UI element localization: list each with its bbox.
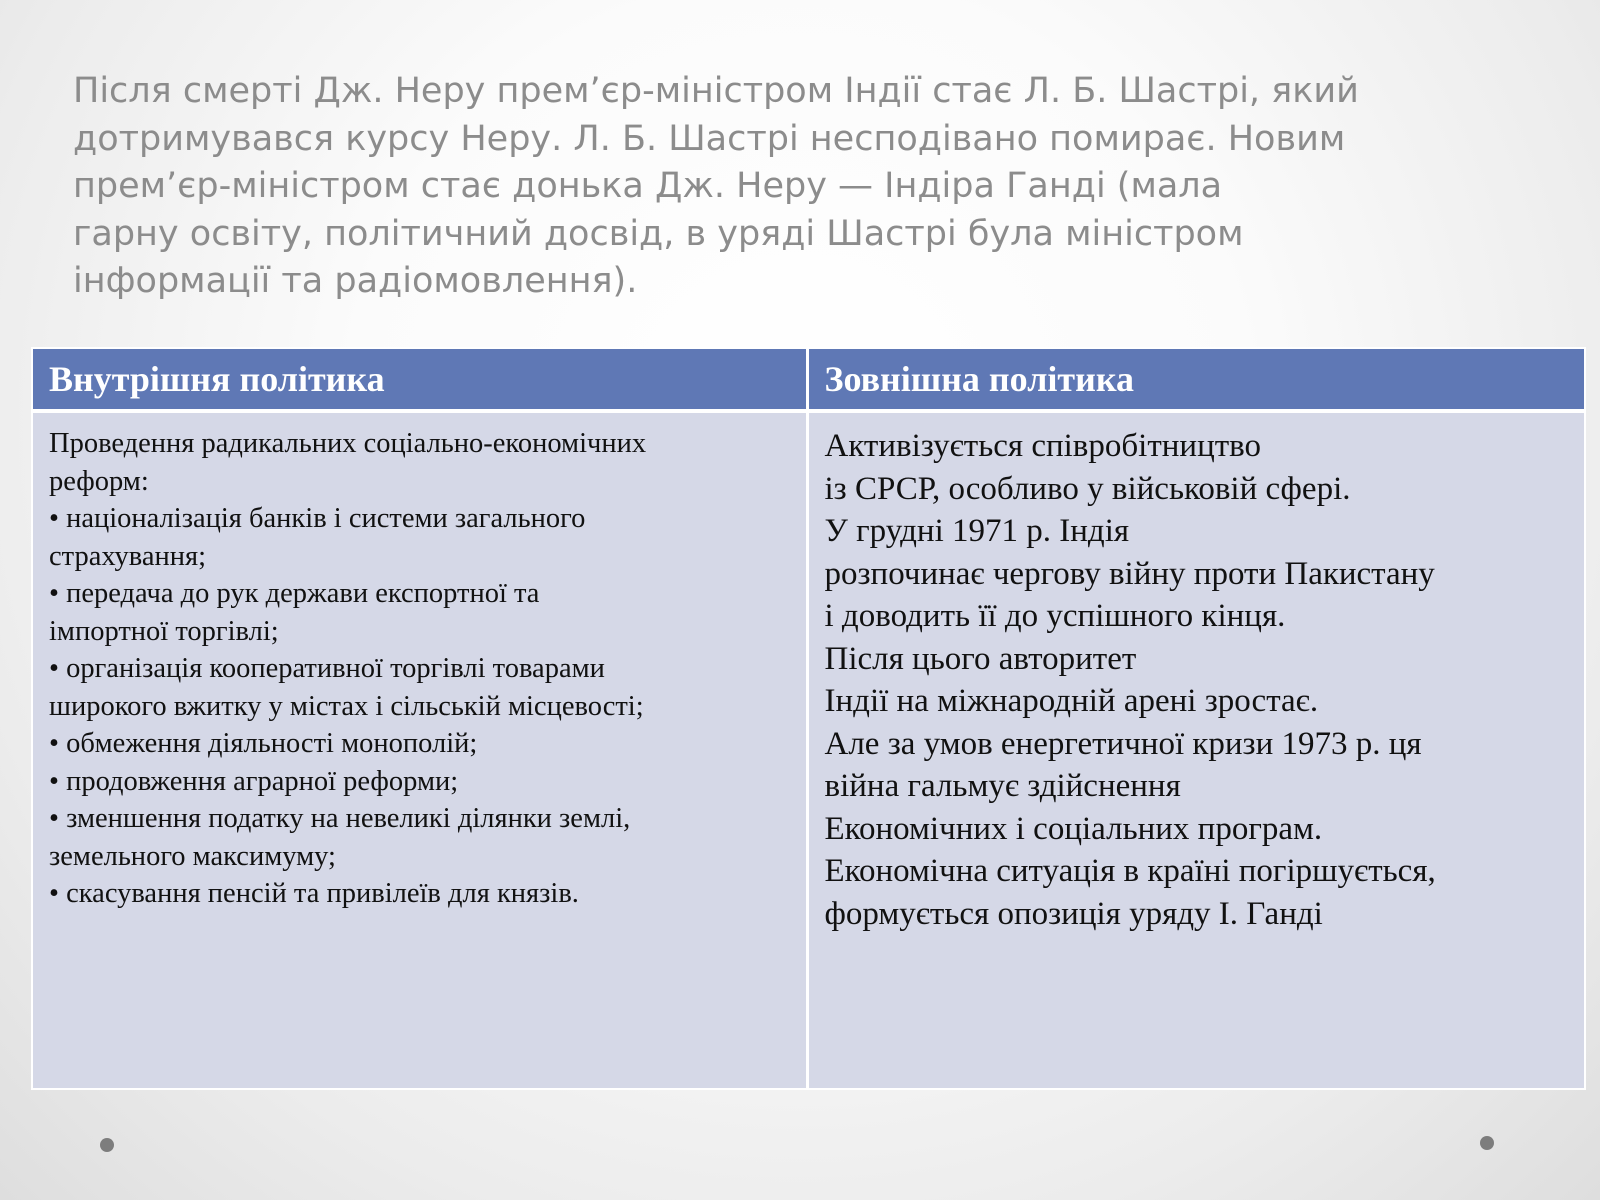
external-line: Економічних і соціальних програм. [824, 810, 1323, 847]
header-external-policy: Зовнішна політика [807, 348, 1585, 411]
table-row [32, 411, 1585, 1089]
internal-line: широкого вжитку у містах і сільській місцевості; [49, 690, 644, 722]
internal-line: • передача до рук держави експортної та [49, 578, 540, 609]
internal-line: • зменшення податку на невеликі ділянки землі, [49, 803, 631, 834]
external-line: Індії на міжнародній арені зростає. [824, 683, 1319, 719]
internal-line: • обмеження діяльності монополій; [49, 728, 478, 759]
intro-paragraph [73, 68, 1493, 306]
internal-line: Проведення радикальних соціально-економічних [49, 428, 647, 459]
intro-line: прем’єр-міністром стає донька Дж. Неру — Індіра Ганді (мала [73, 166, 1223, 206]
table-header-row [32, 348, 1585, 411]
decorative-dot-right [1480, 1136, 1494, 1150]
external-line: Але за умов енергетичної кризи 1973 р. ця [824, 725, 1422, 762]
internal-line: • організація кооперативної торгівлі товарами [49, 653, 605, 684]
external-line: і доводить її до успішного кінця. [824, 598, 1286, 634]
external-line: Після цього авторитет [824, 640, 1137, 677]
external-line: У грудні 1971 р. Індія [824, 513, 1130, 549]
internal-policy-cell [32, 411, 807, 1089]
internal-line: земельного максимуму; [49, 840, 336, 872]
external-line: війна гальмує здійснення [824, 768, 1181, 804]
decorative-dot-left [100, 1138, 114, 1152]
external-line: розпочинає чергову війну проти Пакистану [824, 555, 1435, 592]
internal-line: імпортної торгівлі; [49, 615, 279, 647]
internal-line: • націоналізація банків і системи загального [49, 503, 586, 534]
internal-line: реформ: [49, 465, 149, 497]
intro-line: дотримувався курсу Неру. Л. Б. Шастрі несподівано помирає. Новим [73, 118, 1346, 159]
intro-line: інформації та радіомовлення). [73, 261, 638, 301]
header-internal-policy: Внутрішня політика [32, 348, 807, 411]
external-line: із СРСР, особливо у військовій сфері. [824, 470, 1351, 507]
policy-table [31, 347, 1586, 1090]
external-line: Економічна ситуація в країні погіршується, [824, 853, 1436, 889]
internal-line: страхування; [49, 540, 207, 572]
external-policy-cell [807, 411, 1585, 1089]
intro-line: Після смерті Дж. Неру прем’єр-міністром Індії стає Л. Б. Шастрі, який [73, 71, 1359, 111]
intro-line: гарну освіту, політичний досвід, в уряді Шастрі була міністром [73, 213, 1244, 254]
external-line: Активізується співробітництво [824, 428, 1262, 464]
internal-line: • скасування пенсій та привілеїв для князів. [49, 878, 579, 909]
internal-line: • продовження аграрної реформи; [49, 765, 459, 797]
external-line: формується опозиція уряду І. Ганді [824, 895, 1323, 932]
